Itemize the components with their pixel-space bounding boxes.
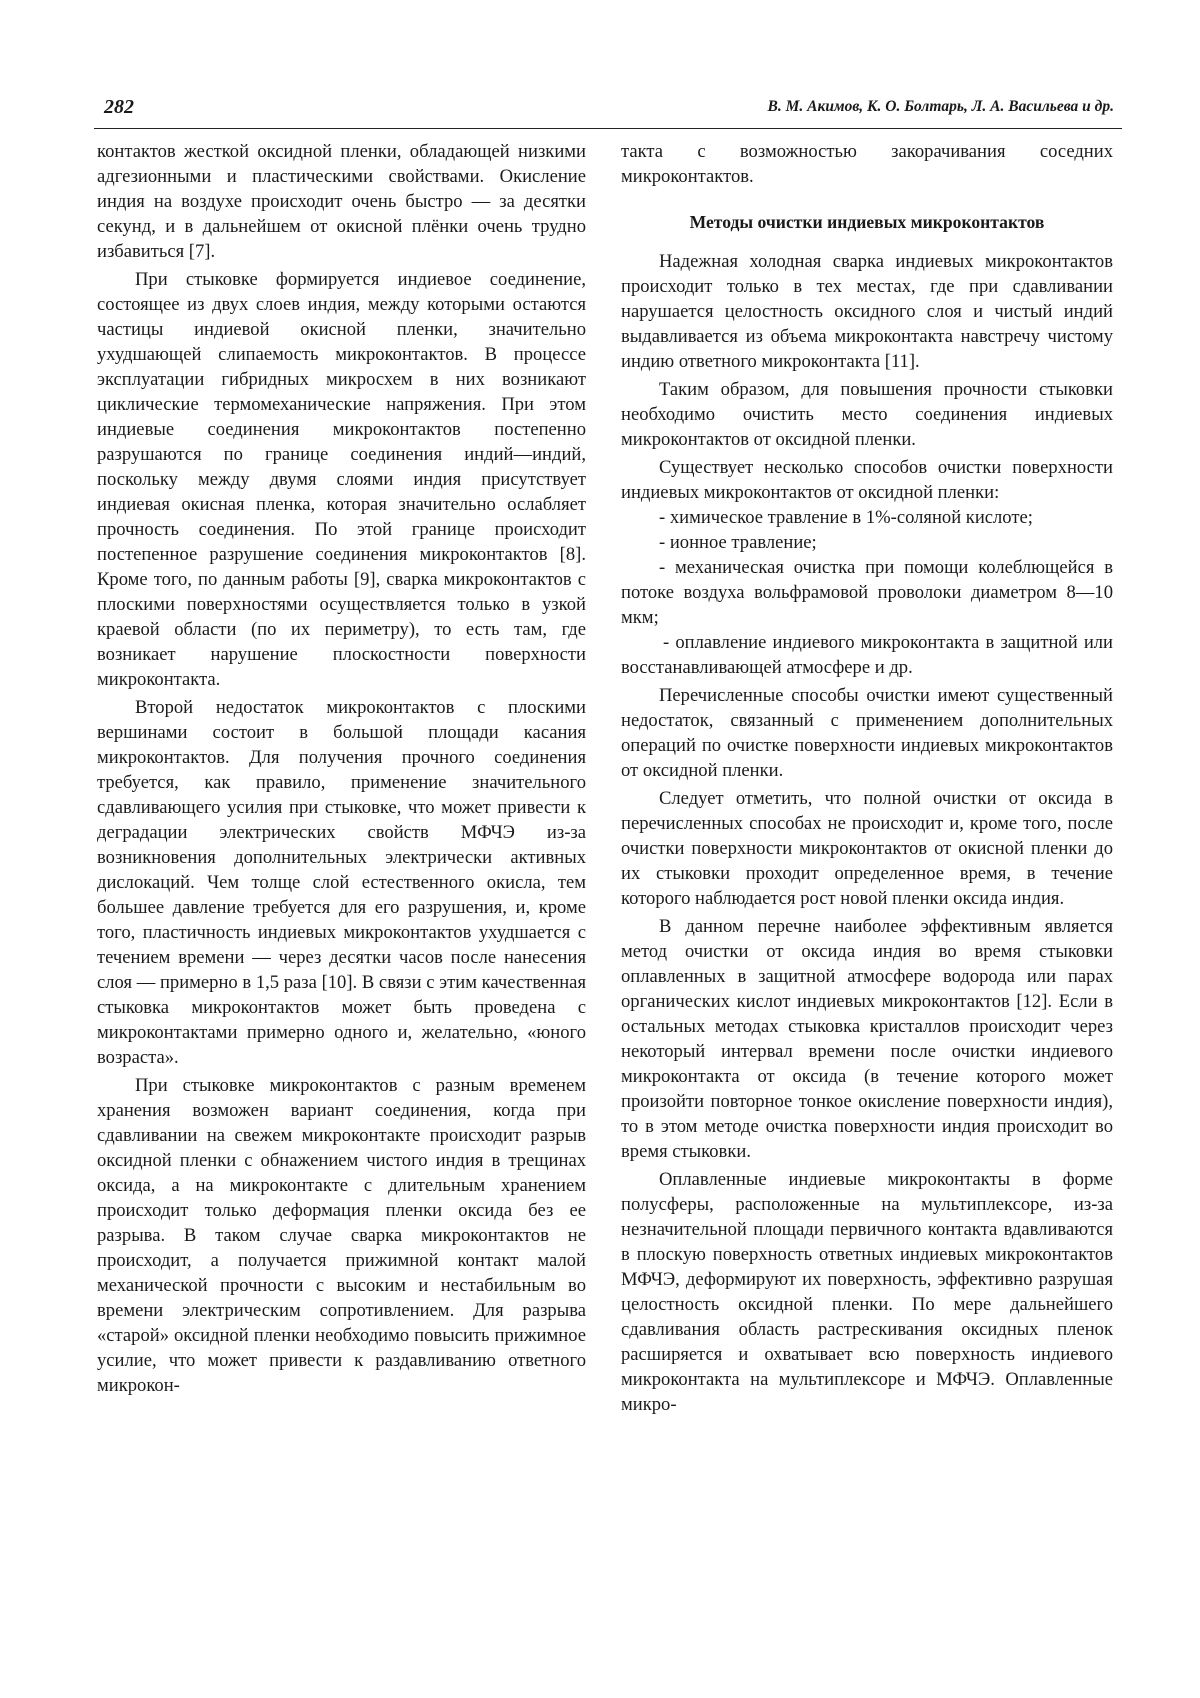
list-item: - ионное травление; <box>659 532 817 553</box>
paragraph: При стыковке микроконтактов с разным временем хранения возможен вариант соединения, когда при сдавливании на свежем микроконтакте происходит разрыв оксидной пленки с обнажением чистого индия в трещинах оксида, а на микроконтакте с длительным хранением происходит только деформация пленки оксида без ее разрыва. В таком случае сварка микроконтактов не происходит, а получается прижимной контакт малой механической прочности с высоким и нестабильным во времени электрическим сопротивлением. Для разрыва «старой» оксидной пленки необходимо повысить прижимное усилие, что может привести к раздавливанию ответного микрокон- <box>97 1075 586 1396</box>
left-column <box>97 139 586 1398</box>
paragraph: В данном перечне наиболее эффективным является метод очистки от оксида индия во время стыковки оплавленных в защитной атмосфере водорода или парах органических кислот индиевых микроконтактов [12]. Если в остальных методах стыковка кристаллов происходит через некоторый интервал времени после очистки индиевого микроконтакта от оксида (в течение которого может произойти повторное тонкое окисление поверхности индия), то в этом методе очистка поверхности индия происходит во время стыковки. <box>621 916 1113 1162</box>
list-item: - оплавление индиевого микроконтакта в защитной или восстанавливающей атмосфере и др. <box>621 632 1113 678</box>
list-item: - механическая очистка при помощи колеблющейся в потоке воздуха вольфрамовой проволоки диаметром 8—10 мкм; <box>621 557 1113 628</box>
running-head-authors: В. М. Акимов, К. О. Болтарь, Л. А. Васильева и др. <box>767 98 1114 115</box>
page-number: 282 <box>104 96 134 118</box>
paragraph: такта с возможностью закорачивания соседних микроконтактов. <box>621 141 1113 187</box>
paragraph: Надежная холодная сварка индиевых микроконтактов происходит только в тех местах, где при сдавливании нарушается целостность оксидного слоя и чистый индий выдавливается из объема микроконтакта навстречу чистому индию ответного микроконтакта [11]. <box>621 251 1113 372</box>
paragraph: Оплавленные индиевые микроконтакты в форме полусферы, расположенные на мультиплексоре, из-за незначительной площади первичного контакта вдавливаются в плоскую поверхность ответных индиевых микроконтактов МФЧЭ, деформируют их поверхность, эффективно разрушая целостность оксидной пленки. По мере дальнейшего сдавливания область растрескивания оксидных пленок расширяется и охватывает всю поверхность индиевого микроконтакта на мультиплексоре и МФЧЭ. Оплавленные микро- <box>621 1169 1113 1415</box>
paragraph: При стыковке формируется индиевое соединение, состоящее из двух слоев индия, между которыми остаются частицы индиевой окисной пленки, значительно ухудшающей слипаемость микроконтактов. В процессе эксплуатации гибридных микросхем в них возникают циклические термомеханические напряжения. При этом индиевые соединения микроконтактов постепенно разрушаются по границе соединения индий—индий, поскольку между двумя слоями индия присутствует индиевая окисная пленка, которая значительно ослабляет прочность соединения. По этой границе происходит постепенное разрушение соединения микроконтактов [8]. Кроме того, по данным работы [9], сварка микроконтактов с плоскими поверхностями осуществляется только в узкой краевой области (по их периметру), то есть там, где возникает нарушение плоскостности поверхности микроконтакта. <box>97 269 586 690</box>
right-column <box>621 139 1113 1417</box>
paragraph: Следует отметить, что полной очистки от оксида в перечисленных способах не происходит и, кроме того, после очистки поверхности микроконтактов от окисной пленки до их стыковки проходит определенное время, в течение которого наблюдается рост новой пленки оксида индия. <box>621 788 1113 909</box>
paragraph: Существует несколько способов очистки поверхности индиевых микроконтактов от оксидной пленки: <box>621 457 1113 503</box>
paragraph: Таким образом, для повышения прочности стыковки необходимо очистить место соединения индиевых микроконтактов от оксидной пленки. <box>621 379 1113 450</box>
list-item: - химическое травление в 1%-соляной кислоте; <box>659 507 1033 528</box>
section-heading: Методы очистки индиевых микроконтактов <box>689 212 1045 232</box>
paragraph: Второй недостаток микроконтактов с плоскими вершинами состоит в большой площади касания микроконтактов. Для получения прочного соединения требуется, как правило, применение значительного сдавливающего усилия при стыковке, что может привести к деградации электрических свойств МФЧЭ из-за возникновения дополнительных электрически активных дислокаций. Чем толще слой естественного окисла, тем большее давление требуется для его разрушения, и, кроме того, пластичность индиевых микроконтактов ухудшается с течением времени — через десятки часов после нанесения слоя — примерно в 1,5 раза [10]. В связи с этим качественная стыковка микроконтактов может быть проведена с микроконтактами примерно одного и, желательно, «юного возраста». <box>97 697 586 1068</box>
paragraph: контактов жесткой оксидной пленки, обладающей низкими адгезионными и пластическими свойствами. Окисление индия на воздухе происходит очень быстро — за десятки секунд, и в дальнейшем от окисной плёнки очень трудно избавиться [7]. <box>97 141 586 262</box>
page-header <box>94 90 1122 129</box>
paragraph: Перечисленные способы очистки имеют существенный недостаток, связанный с применением дополнительных операций по очистке поверхности индиевых микроконтактов от оксидной пленки. <box>621 685 1113 781</box>
